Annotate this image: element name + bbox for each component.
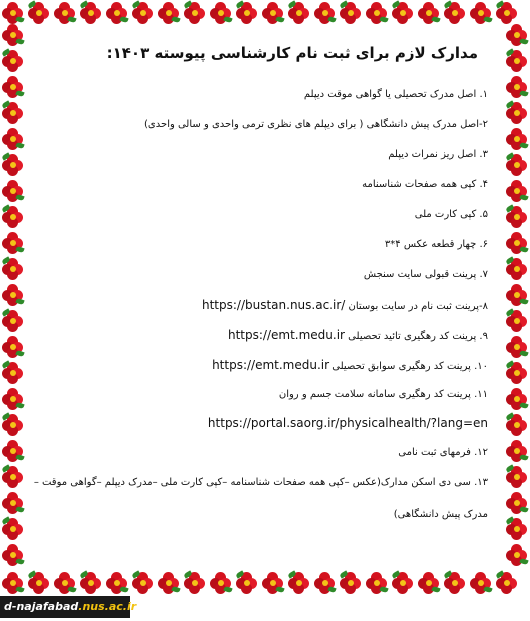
- site-watermark: [0, 596, 137, 618]
- saorg-link[interactable]: https://portal.saorg.ir/physicalhealth/?lang=en: [207, 416, 488, 430]
- flower-ornament-icon: [2, 518, 24, 540]
- flower-ornament-icon: [506, 544, 528, 566]
- floral-border-bottom: [0, 570, 530, 596]
- flower-ornament-icon: [506, 24, 528, 46]
- flower-ornament-icon: [54, 2, 76, 24]
- flower-ornament-icon: [80, 572, 102, 594]
- flower-ornament-icon: [418, 2, 440, 24]
- flower-ornament-icon: [2, 388, 24, 410]
- flower-ornament-icon: [28, 2, 50, 24]
- flower-ornament-icon: [392, 2, 414, 24]
- flower-ornament-icon: [2, 258, 24, 280]
- flower-ornament-icon: [2, 310, 24, 332]
- flower-ornament-icon: [2, 206, 24, 228]
- list-item: ۶. چهار قطعه عکس ۴*۳: [384, 239, 488, 250]
- flower-ornament-icon: [132, 572, 154, 594]
- flower-ornament-icon: [132, 2, 154, 24]
- flower-ornament-icon: [2, 128, 24, 150]
- emt-link-confirmation[interactable]: https://emt.medu.ir: [228, 328, 345, 342]
- flower-ornament-icon: [496, 572, 518, 594]
- flower-ornament-icon: [506, 492, 528, 514]
- list-item: [38, 298, 488, 314]
- flower-ornament-icon: [506, 102, 528, 124]
- list-item: ۲-اصل مدرک پیش دانشگاهی ( برای دیپلم های نظری ترمی واحدی و سالی واحدی): [144, 119, 488, 130]
- list-item: [38, 358, 488, 374]
- list-item-text: ۹. پرینت کد رهگیری تائید تحصیلی: [348, 331, 488, 342]
- flower-ornament-icon: [340, 572, 362, 594]
- flower-ornament-icon: [262, 2, 284, 24]
- flower-ornament-icon: [506, 284, 528, 306]
- flower-ornament-icon: [444, 572, 466, 594]
- list-item: [38, 328, 488, 344]
- flower-ornament-icon: [506, 180, 528, 202]
- flower-ornament-icon: [2, 180, 24, 202]
- emt-link-records[interactable]: https://emt.medu.ir: [212, 358, 330, 372]
- flower-ornament-icon: [506, 440, 528, 462]
- flower-ornament-icon: [2, 466, 24, 488]
- flower-ornament-icon: [2, 414, 24, 436]
- flower-ornament-icon: [236, 2, 258, 24]
- flower-ornament-icon: [2, 154, 24, 176]
- flower-ornament-icon: [496, 2, 518, 24]
- flower-ornament-icon: [470, 2, 492, 24]
- flower-ornament-icon: [506, 466, 528, 488]
- flower-ornament-icon: [366, 572, 388, 594]
- flower-ornament-icon: [2, 336, 24, 358]
- floral-border-left: [0, 22, 26, 574]
- flower-ornament-icon: [506, 388, 528, 410]
- list-item: ۱. اصل مدرک تحصیلی یا گواهی موقت دیپلم: [303, 89, 488, 100]
- flower-ornament-icon: [506, 50, 528, 72]
- flower-ornament-icon: [314, 572, 336, 594]
- list-item-continuation: مدرک پیش دانشگاهی): [393, 509, 488, 520]
- flower-ornament-icon: [470, 572, 492, 594]
- flower-ornament-icon: [2, 102, 24, 124]
- flower-ornament-icon: [288, 572, 310, 594]
- flower-ornament-icon: [2, 440, 24, 462]
- flower-ornament-icon: [2, 232, 24, 254]
- flower-ornament-icon: [106, 572, 128, 594]
- list-item-text: ۸-پرینت ثبت نام در سایت بوستان: [348, 301, 488, 312]
- flower-ornament-icon: [2, 2, 24, 24]
- flower-ornament-icon: [288, 2, 310, 24]
- flower-ornament-icon: [80, 2, 102, 24]
- flower-ornament-icon: [184, 572, 206, 594]
- floral-border-top: [0, 0, 530, 26]
- flower-ornament-icon: [506, 76, 528, 98]
- flower-ornament-icon: [506, 362, 528, 384]
- flower-ornament-icon: [54, 572, 76, 594]
- flower-ornament-icon: [262, 572, 284, 594]
- flower-ornament-icon: [158, 2, 180, 24]
- flower-ornament-icon: [392, 572, 414, 594]
- list-item: ۳. اصل ریز نمرات دیپلم: [388, 149, 488, 160]
- flower-ornament-icon: [2, 362, 24, 384]
- flower-ornament-icon: [506, 154, 528, 176]
- flower-ornament-icon: [506, 206, 528, 228]
- flower-ornament-icon: [2, 284, 24, 306]
- list-item: ۴. کپی همه صفحات شناسنامه: [362, 179, 488, 190]
- list-item: ۱۱. پرینت کد رهگیری سامانه سلامت جسم و روان: [278, 389, 488, 400]
- flower-ornament-icon: [418, 572, 440, 594]
- flower-ornament-icon: [506, 310, 528, 332]
- flower-ornament-icon: [2, 544, 24, 566]
- watermark-prefix: d-najafabad: [4, 600, 79, 613]
- floral-border-right: [504, 22, 530, 574]
- flower-ornament-icon: [506, 414, 528, 436]
- flower-ornament-icon: [444, 2, 466, 24]
- bustan-link[interactable]: https://bustan.nus.ac.ir/: [201, 298, 346, 312]
- flower-ornament-icon: [506, 128, 528, 150]
- list-item-text: ۱۰. پرینت کد رهگیری سوابق تحصیلی: [332, 361, 488, 372]
- flower-ornament-icon: [2, 492, 24, 514]
- flower-ornament-icon: [506, 232, 528, 254]
- list-item: ۷. پرینت قبولی سایت سنجش: [363, 269, 488, 280]
- watermark-domain: .nus.ac.ir: [78, 600, 137, 613]
- flower-ornament-icon: [506, 336, 528, 358]
- flower-ornament-icon: [2, 572, 24, 594]
- flower-ornament-icon: [210, 572, 232, 594]
- flower-ornament-icon: [314, 2, 336, 24]
- flower-ornament-icon: [506, 518, 528, 540]
- document-page: [34, 34, 498, 564]
- flower-ornament-icon: [28, 572, 50, 594]
- flower-ornament-icon: [340, 2, 362, 24]
- document-title: مدارک لازم برای ثبت نام کارشناسی پیوسته ۱۴۰۳:: [106, 44, 478, 62]
- flower-ornament-icon: [2, 24, 24, 46]
- flower-ornament-icon: [210, 2, 232, 24]
- flower-ornament-icon: [106, 2, 128, 24]
- flower-ornament-icon: [2, 50, 24, 72]
- list-item: ۵. کپی کارت ملی: [414, 209, 488, 220]
- list-item: ۱۲. فرمهای ثبت نامی: [398, 447, 488, 458]
- flower-ornament-icon: [506, 258, 528, 280]
- list-item: ۱۳. سی دی اسکن مدارک(عکس –کپی همه صفحات شناسنامه –کپی کارت ملی –مدرک دیپلم –گواهی موقت –: [33, 477, 488, 488]
- flower-ornament-icon: [2, 76, 24, 98]
- flower-ornament-icon: [184, 2, 206, 24]
- flower-ornament-icon: [158, 572, 180, 594]
- flower-ornament-icon: [366, 2, 388, 24]
- flower-ornament-icon: [236, 572, 258, 594]
